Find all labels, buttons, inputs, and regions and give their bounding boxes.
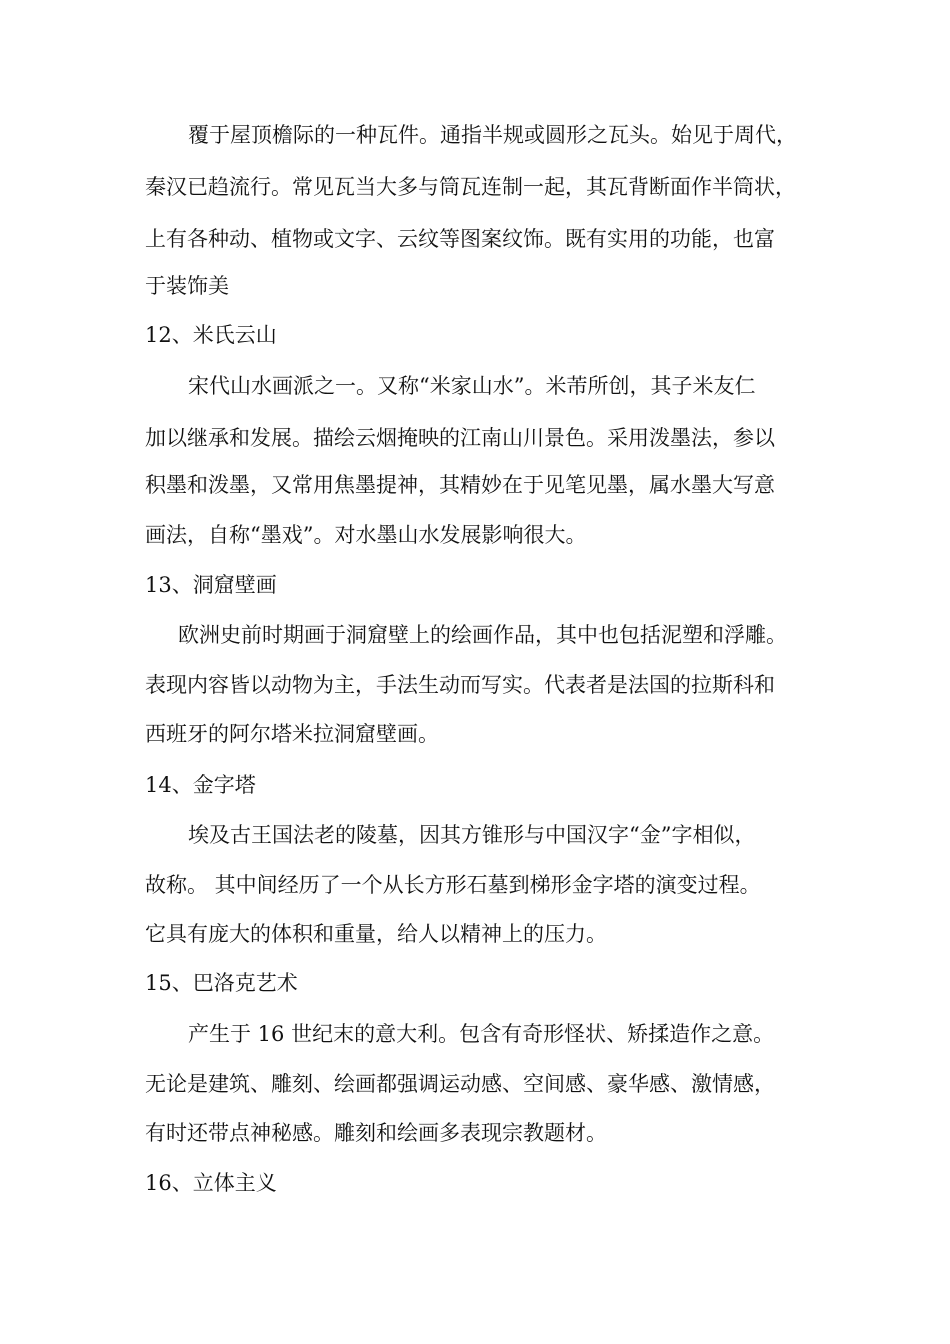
paragraph-line: 表现内容皆以动物为主，手法生动而写实。代表者是法国的拉斯科和 [145, 673, 775, 697]
paragraph-line: 上有各种动、植物或文字、云纹等图案纹饰。既有实用的功能，也富 [145, 227, 775, 251]
paragraph-line: 无论是建筑、雕刻、绘画都强调运动感、空间感、豪华感、激情感， [145, 1072, 775, 1096]
paragraph-line: 产生于 16 世纪末的意大利。包含有奇形怪状、矫揉造作之意。 [188, 1022, 775, 1046]
section-heading-12: 12、米氏云山 [145, 323, 277, 347]
paragraph-line: 秦汉已趋流行。常见瓦当大多与筒瓦连制一起，其瓦背断面作半筒状， [145, 175, 796, 199]
paragraph-line: 故称。 其中间经历了一个从长方形石墓到梯形金字塔的演变过程。 [145, 873, 761, 897]
paragraph-line: 欧洲史前时期画于洞窟壁上的绘画作品，其中也包括泥塑和浮雕。 [178, 623, 787, 647]
paragraph-line: 埃及古王国法老的陵墓，因其方锥形与中国汉字“金”字相似， [188, 823, 756, 847]
paragraph-line: 加以继承和发展。描绘云烟掩映的江南山川景色。采用泼墨法，参以 [145, 426, 775, 450]
paragraph-line: 于装饰美 [145, 274, 229, 298]
paragraph-line: 西班牙的阿尔塔米拉洞窟壁画。 [145, 722, 439, 746]
section-heading-14: 14、金字塔 [145, 773, 256, 797]
paragraph-line: 积墨和泼墨，又常用焦墨提神，其精妙在于见笔见墨，属水墨大写意 [145, 473, 775, 497]
section-heading-13: 13、洞窟壁画 [145, 573, 277, 597]
paragraph-line: 画法，自称“墨戏”。对水墨山水发展影响很大。 [145, 523, 587, 547]
paragraph-line: 覆于屋顶檐际的一种瓦件。通指半规或圆形之瓦头。始见于周代， [188, 123, 797, 147]
paragraph-line: 宋代山水画派之一。又称“米家山水”。米芾所创，其子米友仁 [188, 374, 756, 398]
paragraph-line: 它具有庞大的体积和重量，给人以精神上的压力。 [145, 922, 607, 946]
section-heading-16: 16、立体主义 [145, 1171, 277, 1195]
section-heading-15: 15、巴洛克艺术 [145, 971, 298, 995]
paragraph-line: 有时还带点神秘感。雕刻和绘画多表现宗教题材。 [145, 1121, 607, 1145]
